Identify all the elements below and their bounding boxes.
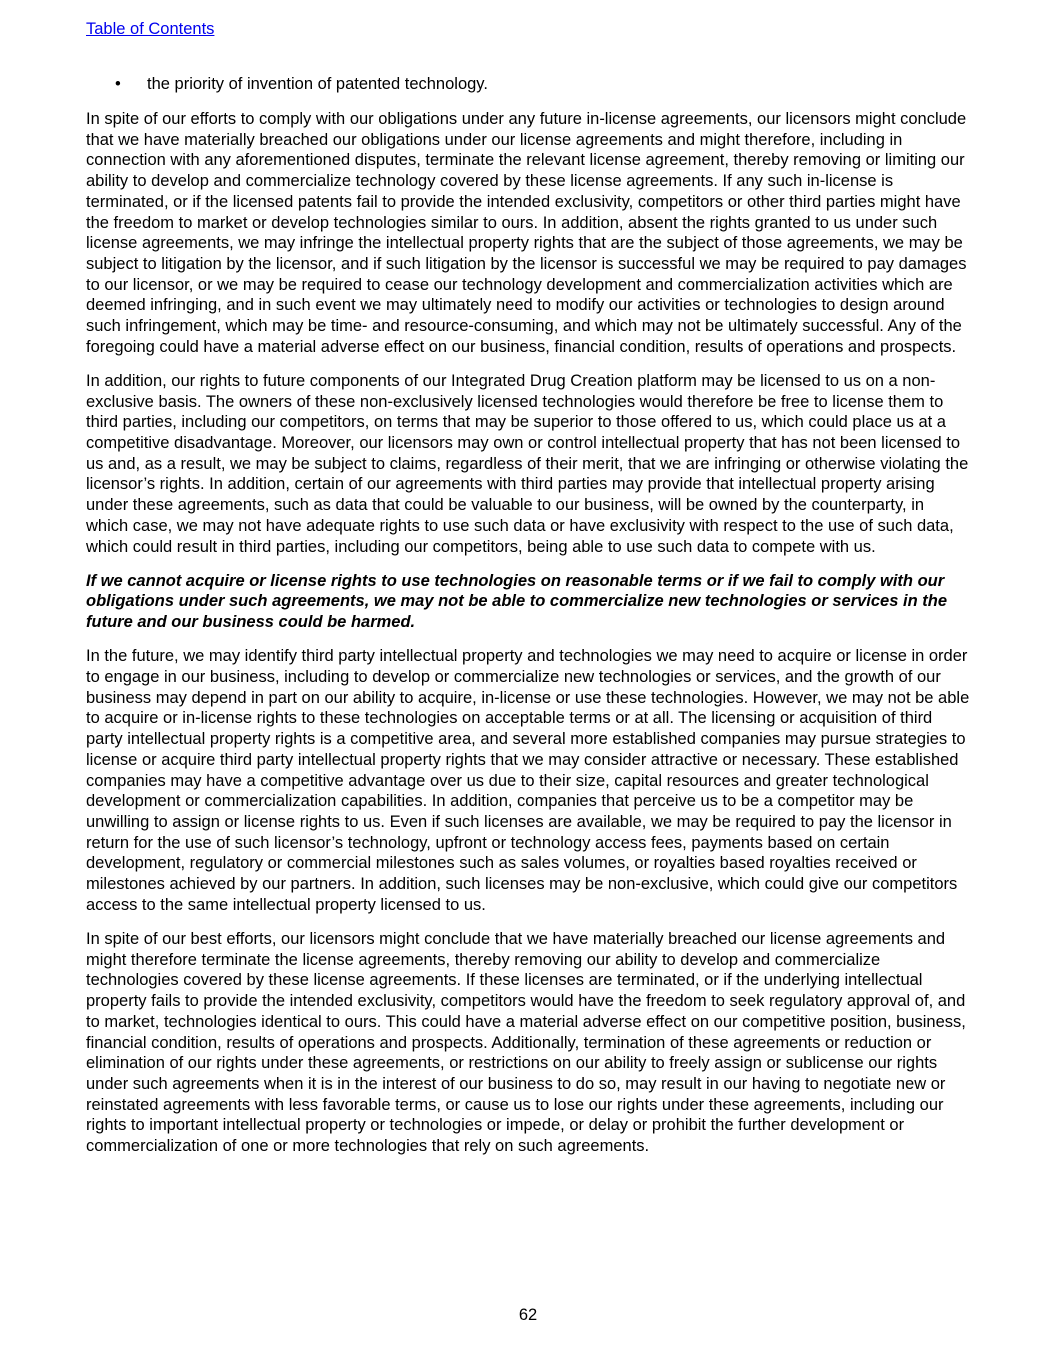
bullet-item [115,74,488,95]
table-of-contents-link[interactable]: Table of Contents [86,20,215,38]
body-text [86,109,970,1170]
page-number: 62 [518,1306,538,1324]
bullet-icon: • [115,75,121,93]
paragraph-non-exclusive-rights: In addition, our rights to future components of our Integrated Drug Creation platform may be licensed to us on a non-exclusive basis. The owners of these non-exclusively licensed technologies would therefore be free to license them to third parties, including our competitors, on terms that may be superior to those offered to us, which could place us at a competitive disadvantage. Moreover, our licensors may own or control intellectual property that has not been licensed to us and, as a result, we may be subject to claims, regardless of their merit, that we are infringing or otherwise violating the licensor’s rights. In addition, certain of our agreements with third parties may provide that intellectual property arising under these agreements, such as data that could be valuable to our business, will be owned by the counterparty, in which case, we may not have adequate rights to use such data or have exclusivity with respect to the use of such data, which could result in third parties, including our competitors, being able to use such data to compete with us. [86,371,969,556]
paragraph-termination: In spite of our best efforts, our licensors might conclude that we have materially breached our license agreements and might therefore terminate the license agreements, thereby removing our ability to develop and commercialize technologies covered by these license agreements. If these licenses are terminated, or if the underlying intellectual property fails to provide the intended exclusivity, competitors would have the freedom to seek regulatory approval of, and to market, technologies identical to ours. This could have a material adverse effect on our competitive position, business, financial condition, results of operations and prospects. Additionally, termination of these agreements or reduction or elimination of our rights under these agreements, or restrictions on our ability to freely assign or sublicense our rights under such agreements when it is in the interest of our business to do so, may result in our having to negotiate new or reinstated agreements with less favorable terms, or cause us to lose our rights under these agreements, including our rights to important intellectual property or technologies or impede, or delay or prohibit the further development or commercialization of one or more technologies that rely on such agreements. [86,930,966,1156]
paragraph-acquire-license: In the future, we may identify third party intellectual property and technologies we may need to acquire or license in order to engage in our business, including to develop or commercialize new technologies or services, and the growth of our business may depend in part on our ability to acquire, in-license or use these technologies. However, we may not be able to acquire or in-license rights to these technologies on acceptable terms or at all. The licensing or acquisition of third party intellectual property rights is a competitive area, and several more established companies may pursue strategies to license or acquire third party intellectual property rights that we may consider attractive or necessary. These established companies may have a competitive advantage over us due to their size, capital resources and greater technological development or commercialization capabilities. In addition, companies that perceive us to be a competitor may be unwilling to assign or license rights to us. Even if such licenses are available, we may be required to pay the licensor in return for the use of such licensor’s technology, upfront or technology access fees, payments based on certain development, regulatory or commercial milestones such as sales volumes, or royalties based royalties received or milestones achieved by our partners. In addition, such licenses may be non-exclusive, which could give our competitors access to the same intellectual property licensed to us. [86,647,970,914]
paragraph-license-breach: In spite of our efforts to comply with our obligations under any future in-license agreements, our licensors might conclude that we have materially breached our obligations under our license agreements and might therefore, including in connection with any aforementioned disputes, terminate the relevant license agreement, thereby removing or limiting our ability to develop and commercialize technology covered by these license agreements. If any such in-license is terminated, or if the licensed patents fail to provide the intended exclusivity, competitors or other third parties might have the freedom to market or develop technologies similar to ours. In addition, absent the rights granted to us under such license agreements, we may infringe the intellectual property rights that are the subject of those agreements, we may be subject to litigation by the licensor, and if such litigation by the licensor is successful we may be required to pay damages to our licensor, or we may be required to cease our technology development and commercialization activities which are deemed infringing, and in such event we may ultimately need to modify our activities or technologies to design around such infringement, which may be time- and resource-consuming, and which may not be ultimately successful. Any of the foregoing could have a material adverse effect on our business, financial condition, results of operations and prospects. [86,110,967,356]
bullet-text: the priority of invention of patented technology. [147,75,488,93]
risk-factor-heading: If we cannot acquire or license rights to use technologies on reasonable terms or if we fail to comply with our obligations under such agreements, we may not be able to commercialize new technologies or services in the future and our business could be harmed. [86,571,947,632]
